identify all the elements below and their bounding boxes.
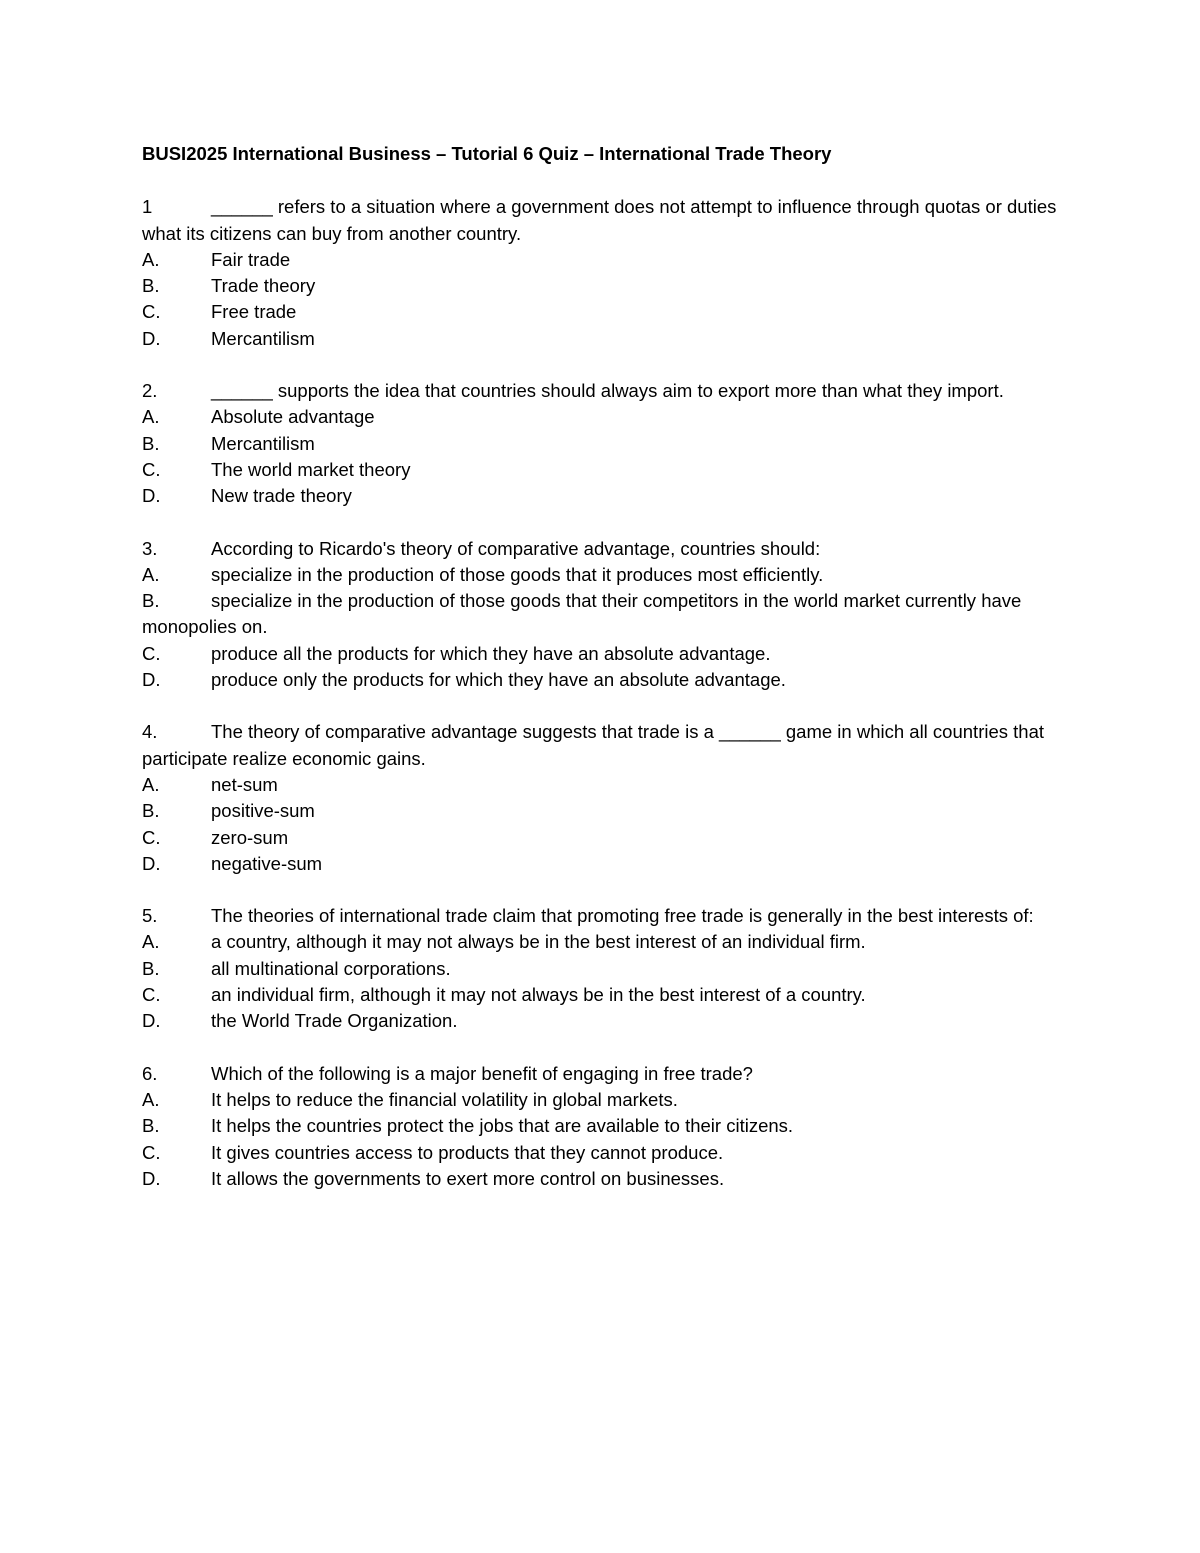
option-letter: C. [142,826,161,848]
option-letter: A. [142,1088,160,1110]
question-3 [142,536,1062,694]
question-number: 3. [142,537,158,559]
answer-option [142,851,1062,877]
answer-option [142,404,1062,430]
answer-option [142,247,1062,273]
answer-option [142,1140,1062,1166]
answer-option [142,1113,1062,1139]
option-text: Mercantilism [211,327,315,349]
answer-option [142,825,1062,851]
option-text: Free trade [211,301,297,323]
option-letter: C. [142,301,161,323]
question-text: ______ refers to a situation where a government does not attempt to influence through quotas or duties what its citizens can buy from another country. [142,196,1057,244]
option-text: Mercantilism [211,432,315,454]
question-text: According to Ricardo's theory of comparative advantage, countries should: [211,537,821,559]
option-text: an individual firm, although it may not always be in the best interest of a country. [211,984,866,1006]
question-number: 4. [142,721,158,743]
question-stem [142,378,1062,404]
option-text: It gives countries access to products that they cannot produce. [211,1141,724,1163]
option-letter: B. [142,800,160,822]
question-4 [142,719,1062,877]
answer-option [142,1166,1062,1192]
answer-option [142,326,1062,352]
option-text: The world market theory [211,458,411,480]
option-letter: B. [142,275,160,297]
option-text: produce only the products for which they have an absolute advantage. [211,669,786,691]
option-text: negative-sum [211,852,323,874]
question-stem [142,536,1062,562]
option-letter: C. [142,1141,161,1163]
option-letter: A. [142,248,160,270]
option-letter: A. [142,773,160,795]
option-text: all multinational corporations. [211,957,451,979]
question-number: 1 [142,196,153,218]
option-letter: B. [142,1115,160,1137]
answer-option [142,772,1062,798]
question-text: ______ supports the idea that countries should always aim to export more than what they import. [211,380,1004,402]
option-letter: C. [142,984,161,1006]
answer-option [142,929,1062,955]
option-text: the World Trade Organization. [211,1010,458,1032]
option-text: Absolute advantage [211,406,375,428]
option-letter: A. [142,406,160,428]
answer-option [142,1008,1062,1034]
option-text: specialize in the production of those goods that their competitors in the world market currently have monopolies on. [142,590,1022,638]
option-text: a country, although it may not always be in the best interest of an individual firm. [211,931,866,953]
question-number: 6. [142,1062,158,1084]
option-text: net-sum [211,773,278,795]
document-title: BUSI2025 International Business – Tutorial 6 Quiz – International Trade Theory [142,143,832,164]
answer-option [142,641,1062,667]
question-6 [142,1061,1062,1192]
question-stem [142,903,1062,929]
answer-option [142,483,1062,509]
question-number: 2. [142,380,158,402]
answer-option [142,562,1062,588]
option-letter: C. [142,642,161,664]
option-letter: D. [142,1010,161,1032]
option-letter: D. [142,327,161,349]
question-1 [142,194,1062,352]
question-text: Which of the following is a major benefit of engaging in free trade? [211,1062,753,1084]
option-letter: D. [142,485,161,507]
question-5 [142,903,1062,1034]
option-text: It allows the governments to exert more control on businesses. [211,1167,725,1189]
document-page [142,141,1062,1218]
question-stem [142,194,1062,247]
question-number: 5. [142,905,158,927]
option-letter: B. [142,590,160,612]
option-text: zero-sum [211,826,289,848]
option-letter: A. [142,563,160,585]
option-letter: D. [142,669,161,691]
question-text: The theory of comparative advantage suggests that trade is a ______ game in which all countries that participate realize economic gains. [142,721,1044,769]
answer-option [142,457,1062,483]
question-2 [142,378,1062,509]
answer-option [142,956,1062,982]
option-letter: C. [142,458,161,480]
option-letter: B. [142,432,160,454]
option-text: New trade theory [211,485,352,507]
answer-option [142,588,1062,641]
question-stem [142,1061,1062,1087]
answer-option [142,798,1062,824]
option-text: It helps to reduce the financial volatility in global markets. [211,1088,678,1110]
answer-option [142,299,1062,325]
option-text: produce all the products for which they have an absolute advantage. [211,642,771,664]
question-text: The theories of international trade claim that promoting free trade is generally in the best interests of: [211,905,1034,927]
answer-option [142,273,1062,299]
option-letter: B. [142,957,160,979]
option-text: positive-sum [211,800,315,822]
answer-option [142,667,1062,693]
option-letter: D. [142,1167,161,1189]
option-letter: A. [142,931,160,953]
option-text: Trade theory [211,275,316,297]
question-stem [142,719,1062,772]
answer-option [142,982,1062,1008]
option-letter: D. [142,852,161,874]
answer-option [142,1087,1062,1113]
option-text: It helps the countries protect the jobs that are available to their citizens. [211,1115,794,1137]
answer-option [142,431,1062,457]
option-text: Fair trade [211,248,291,270]
option-text: specialize in the production of those goods that it produces most efficiently. [211,563,824,585]
